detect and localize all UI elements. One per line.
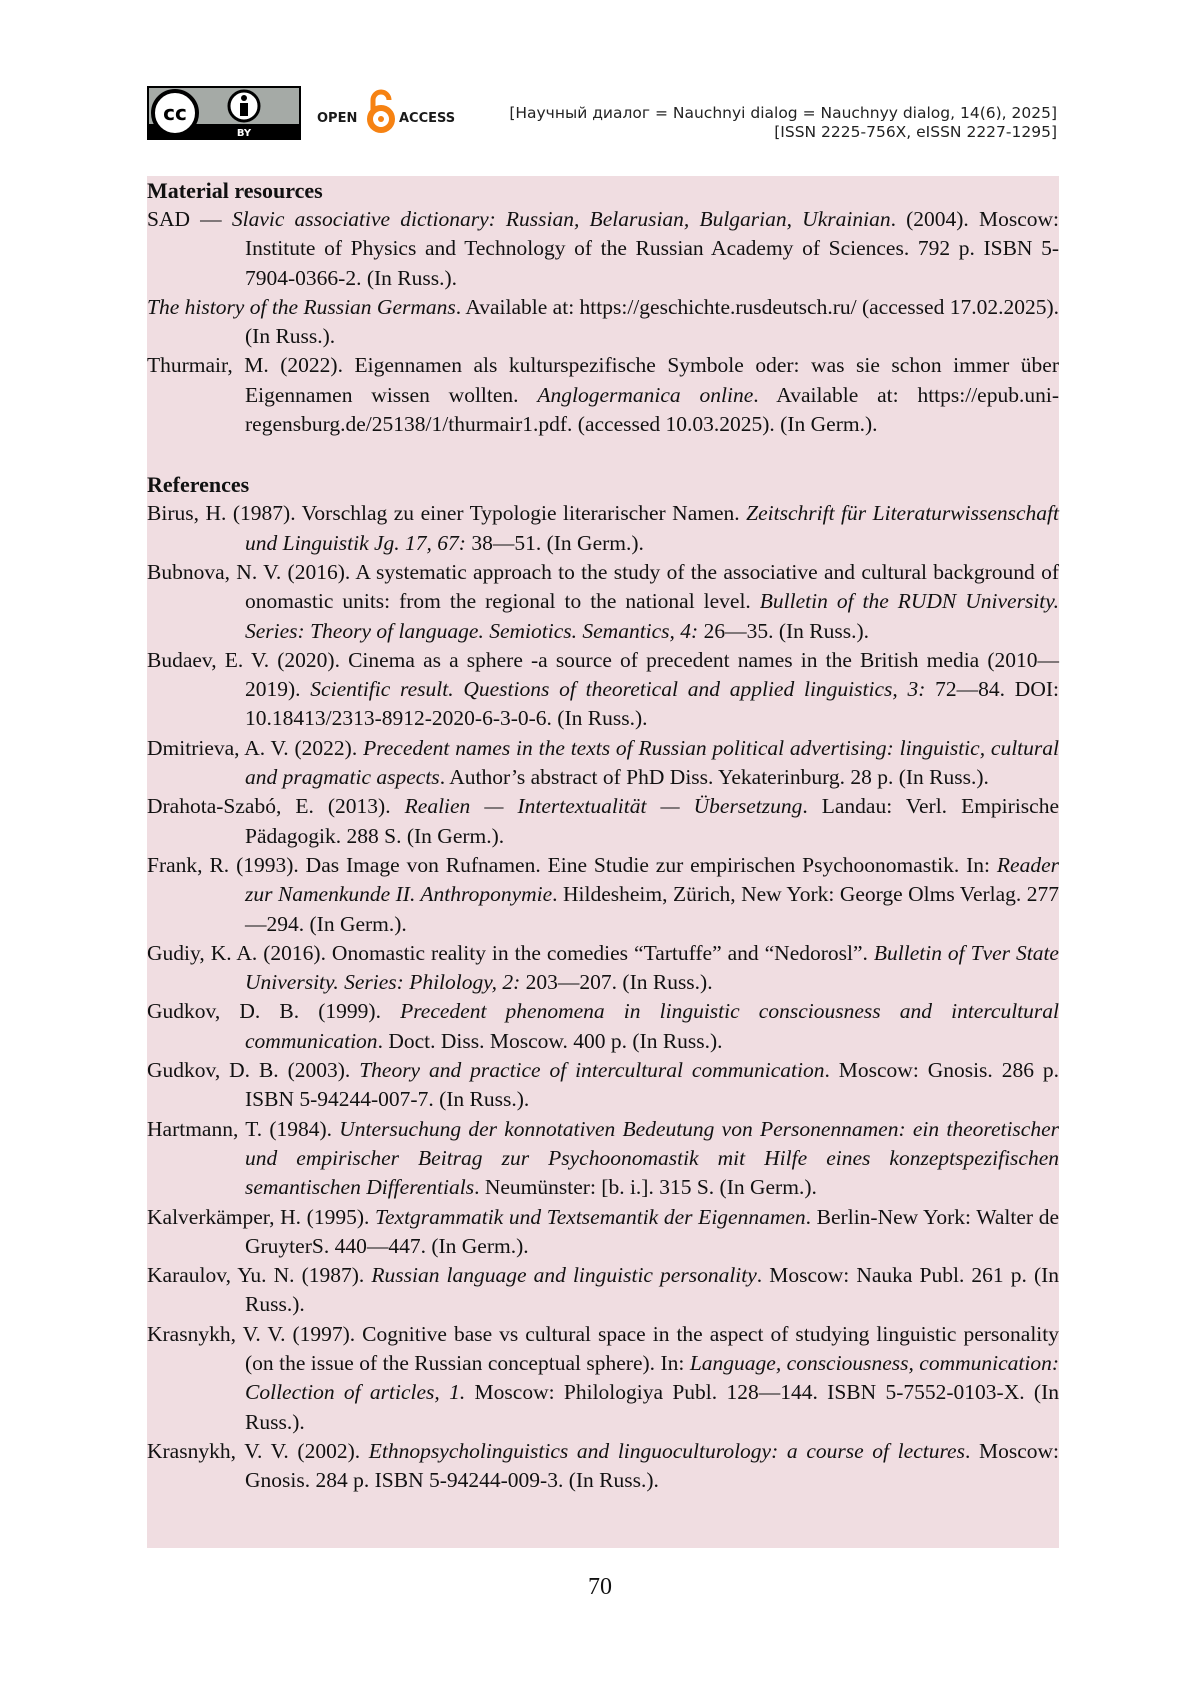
- entry-text: . Moscow: Nauka Publ. 261 p. (In Russ.).: [245, 1263, 1060, 1317]
- entry-text: Thurmair, M. (2022). Eigennamen als kulturspezifische Symbole oder: was sie schon immer über Eigennamen wissen wollten.: [147, 353, 1059, 407]
- entry-title: Slavic associative dictionary: Russian, Belarusian, Bulgarian, Ukrainian: [231, 207, 891, 231]
- entry-text: Frank, R. (1993). Das Image von Rufnamen. Eine Studie zur empirischen Psychoonomastik. In:: [147, 852, 997, 877]
- material-resource-entry: [147, 205, 1059, 293]
- entry-title: Textgrammatik und Textsemantik der Eigennamen: [375, 1204, 806, 1229]
- journal-issn: [ISSN 2225-756X, eISSN 2227-1295]: [774, 123, 1057, 141]
- entry-text: Gudkov, D. B. (1999).: [147, 999, 401, 1024]
- material-resource-entry: [147, 351, 1059, 439]
- entry-text: Dmitrieva, A. V. (2022).: [147, 735, 364, 760]
- entry-title: Anglogermanica online: [537, 382, 754, 407]
- entry-text: . Author’s abstract of PhD Diss. Yekaterinburg. 28 p. (In Russ.).: [439, 765, 989, 790]
- entry-text: Gudkov, D. B. (2003).: [147, 1058, 360, 1083]
- entry-text: 38—51. (In Germ.).: [465, 530, 644, 555]
- references-heading: References: [147, 472, 250, 498]
- entry-text: Moscow: Philologiya Publ. 128—144. ISBN 5-7552-0103-X. (In Russ.).: [245, 1380, 1059, 1434]
- entry-text: 26—35. (In Russ.).: [698, 618, 870, 643]
- entry-text: Kalverkämper, H. (1995).: [147, 1204, 376, 1229]
- entry-text: . Moscow: Gnosis. 284 p. ISBN 5-94244-009-3. (In Russ.).: [245, 1438, 1060, 1493]
- references-list: [147, 499, 1059, 1495]
- reference-entry: [147, 1437, 1059, 1496]
- reference-entry: [147, 646, 1059, 734]
- reference-entry: [147, 1115, 1059, 1203]
- journal-info: [509, 104, 1057, 142]
- open-access-logo: [317, 86, 467, 140]
- reference-entry: [147, 792, 1059, 851]
- entry-text: Karaulov, Yu. N. (1987).: [147, 1263, 372, 1288]
- entry-text: . Hildesheim, Zürich, New York: George Olms Verlag. 277—294. (In Germ.).: [245, 882, 1060, 936]
- reference-entry: [147, 997, 1059, 1056]
- entry-text: . Berlin-New York: Walter de GruyterS. 440—447. (In Germ.).: [245, 1204, 1059, 1258]
- entry-text: . (2004). Moscow: Institute of Physics and Technology of the Russian Academy of Sciences. 792 p. ISBN 5-7904-0366-2. (In Russ.).: [245, 207, 1059, 290]
- reference-entry: [147, 499, 1059, 558]
- entry-text: SAD —: [147, 207, 232, 231]
- journal-citation: [Научный диалог = Nauchnyi dialog = Nauchnyy dialog, 14(6), 2025]: [509, 104, 1057, 122]
- reference-entry: [147, 851, 1059, 939]
- entry-title: Precedent phenomena in linguistic consciousness and intercultural communication: [245, 999, 1059, 1053]
- entry-text: 72—84. DOI: 10.18413/2313-8912-2020-6-3-0-6. (In Russ.).: [245, 677, 1059, 731]
- reference-entry: [147, 558, 1059, 646]
- reference-entry: [147, 734, 1059, 793]
- entry-text: Gudiy, K. A. (2016). Onomastic reality in the comedies “Tartuffe” and “Nedorosl”.: [147, 940, 874, 965]
- entry-text: Krasnykh, V. V. (1997). Cognitive base vs cultural space in the aspect of studying linguistic personality (on the issue of the Russian conceptual sphere). In:: [147, 1321, 1059, 1375]
- entry-title: Scientific result. Questions of theoretical and applied linguistics, 3:: [310, 677, 926, 702]
- reference-entry: [147, 1203, 1059, 1262]
- entry-title: Realien — Intertextualität — Übersetzung: [404, 794, 803, 819]
- entry-text: Birus, H. (1987). Vorschlag zu einer Typologie literarischer Namen.: [147, 501, 747, 526]
- entry-title: Russian language and linguistic personality: [371, 1263, 757, 1288]
- entry-text: 203—207. (In Russ.).: [520, 970, 713, 995]
- page-header: [147, 84, 1057, 144]
- entry-text: . Landau: Verl. Empirische Pädagogik. 288 S. (In Germ.).: [245, 794, 1059, 848]
- entry-text: . Available at: https://epub.uni-regensburg.de/25138/1/thurmair1.pdf. (accessed 10.03.2025). (In Germ.).: [245, 382, 1059, 437]
- entry-text: Hartmann, T. (1984).: [147, 1116, 340, 1141]
- entry-title: Reader zur Namenkunde II. Anthroponymie: [245, 852, 1059, 907]
- entry-text: . Doct. Diss. Moscow. 400 p. (In Russ.).: [377, 1028, 723, 1053]
- entry-title: Ethnopsycholinguistics and linguoculturology: a course of lectures: [368, 1438, 965, 1463]
- reference-entry: [147, 1261, 1059, 1320]
- reference-entry: [147, 1056, 1059, 1115]
- reference-entry: [147, 1320, 1059, 1437]
- entry-title: Precedent names in the texts of Russian political advertising: linguistic, cultural and pragmatic aspects: [245, 735, 1059, 790]
- by-label: BY: [236, 128, 252, 139]
- entry-text: Krasnykh, V. V. (2002).: [147, 1438, 369, 1463]
- page-number: 70: [588, 1574, 612, 1600]
- bibliography: [147, 176, 1059, 1548]
- svg-text:OPEN: OPEN: [317, 111, 358, 126]
- reference-entry: [147, 939, 1059, 998]
- entry-title: Language, consciousness, communication: Collection of articles, 1.: [245, 1350, 1059, 1405]
- entry-title: Zeitschrift für Literaturwissenschaft und Linguistik Jg. 17, 67:: [245, 501, 1059, 555]
- cc-label: cc: [163, 101, 187, 125]
- material-resource-entry: [147, 293, 1059, 352]
- material-resources-heading: Material resources: [147, 178, 323, 203]
- entry-text: Budaev, E. V. (2020). Cinema as a sphere -a source of precedent names in the British media (2010—2019).: [147, 647, 1059, 702]
- entry-text: . Available at: https://geschichte.rusdeutsch.ru/ (accessed 17.02.2025). (In Russ.).: [245, 294, 1059, 349]
- entry-text: Bubnova, N. V. (2016). A systematic approach to the study of the associative and cultural background of onomastic units: from the regional to the national level.: [147, 559, 1059, 614]
- material-resources-list: [147, 205, 1059, 439]
- entry-text: . Moscow: Gnosis. 286 p. ISBN 5-94244-007-7. (In Russ.).: [245, 1058, 1059, 1112]
- entry-title: The history of the Russian Germans: [147, 294, 456, 319]
- entry-text: Drahota-Szabó, E. (2013).: [147, 794, 405, 819]
- entry-title: Bulletin of Tver State University. Series: Philology, 2:: [245, 940, 1059, 995]
- entry-title: Untersuchung der konnotativen Bedeutung von Personennamen: ein theoretischer und empirischer Beitrag zur Psychoonomastik mit Hilfe eines konzeptspezifischen semantischen Differentials: [245, 1116, 1059, 1200]
- entry-title: Theory and practice of intercultural communication: [359, 1058, 825, 1083]
- entry-title: Bulletin of the RUDN University. Series: Theory of language. Semiotics. Semantics, 4:: [245, 589, 1059, 643]
- cc-by-license-badge[interactable]: [147, 86, 301, 140]
- entry-text: . Neumünster: [b. i.]. 315 S. (In Germ.).: [474, 1175, 817, 1200]
- svg-text:ACCESS: ACCESS: [399, 111, 456, 126]
